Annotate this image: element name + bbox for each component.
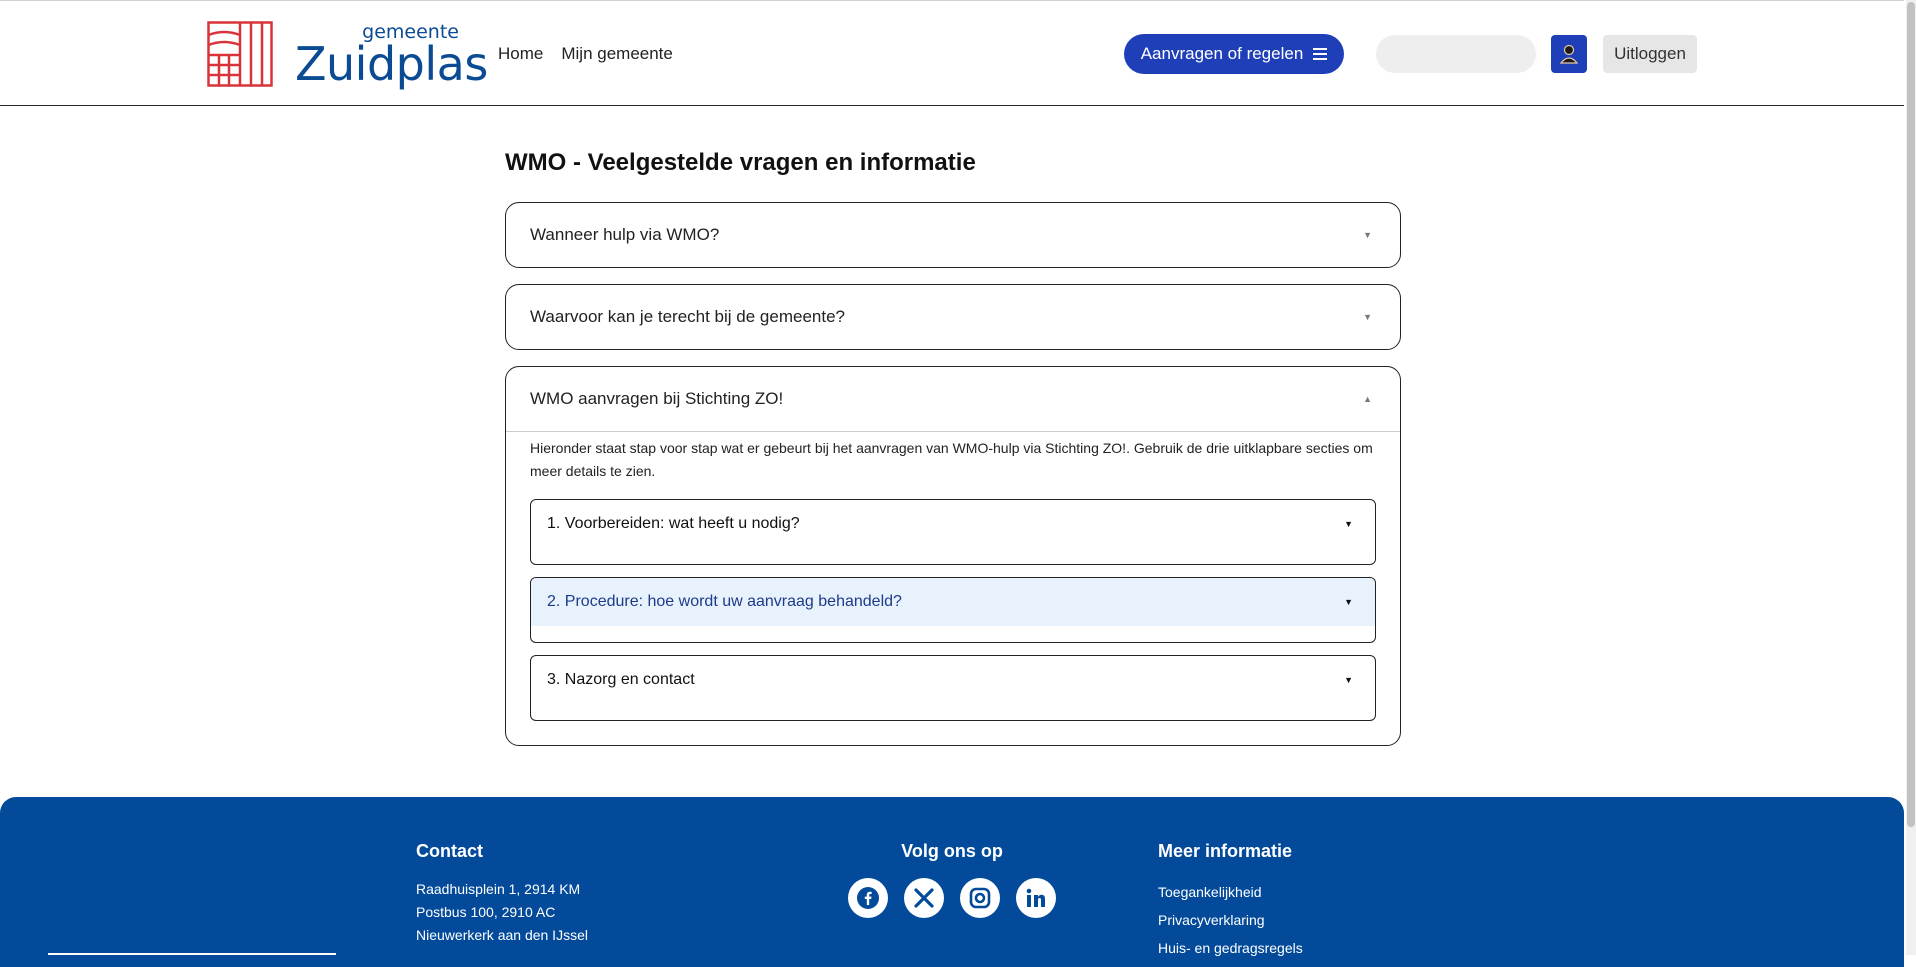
accordion-body xyxy=(506,431,1400,745)
chevron-down-icon: ▼ xyxy=(1344,675,1353,685)
accordion-label: Waarvoor kan je terecht bij de gemeente? xyxy=(530,307,845,326)
accordion-intro-text: Hieronder staat stap voor stap wat er gebeurt bij het aanvragen van WMO-hulp via Stichting ZO!. Gebruik de drie uitklapbare secties om meer details te zien. xyxy=(530,440,1373,479)
aanvragen-menu-button[interactable] xyxy=(1124,34,1344,74)
chevron-down-icon: ▼ xyxy=(1344,519,1353,529)
instagram-icon[interactable] xyxy=(960,878,1000,918)
footer-more-title: Meer informatie xyxy=(1158,841,1293,861)
aanvragen-menu-label: Aanvragen of regelen xyxy=(1140,44,1304,63)
accordion-wmo-aanvragen xyxy=(505,366,1401,746)
footer-contact-line: Raadhuisplein 1, 2914 KM xyxy=(416,881,581,897)
user-profile-button[interactable] xyxy=(1551,35,1587,73)
footer-contact-line: Nieuwerkerk aan den IJssel xyxy=(416,927,588,943)
site-header xyxy=(0,0,1904,106)
accordion-wanneer-hulp xyxy=(505,202,1401,268)
footer-link-huisregels[interactable]: Huis- en gedragsregels xyxy=(1158,940,1303,956)
chevron-down-icon: ▼ xyxy=(1363,230,1372,240)
accordion-header[interactable] xyxy=(506,203,1400,267)
user-icon xyxy=(1560,44,1578,64)
chevron-down-icon: ▼ xyxy=(1363,312,1372,322)
footer-social xyxy=(848,841,1056,918)
footer-contact-title: Contact xyxy=(416,841,483,861)
accordion-label: Wanneer hulp via WMO? xyxy=(530,225,720,244)
subsection-nazorg xyxy=(530,655,1376,721)
social-icons xyxy=(848,878,1056,918)
subsection-voorbereiden xyxy=(530,499,1376,565)
logo-small-text: gemeente xyxy=(362,21,459,43)
page-title: WMO - Veelgestelde vragen en informatie xyxy=(505,149,976,176)
footer-link-privacyverklaring[interactable]: Privacyverklaring xyxy=(1158,912,1265,928)
logo-text xyxy=(295,21,488,91)
logo-big-text: Zuidplas xyxy=(295,37,488,91)
linkedin-icon[interactable] xyxy=(1016,878,1056,918)
footer-contact xyxy=(416,841,588,947)
accordion-waarvoor xyxy=(505,284,1401,350)
zuidplas-logo-mark-icon xyxy=(207,21,273,87)
accordion-header[interactable] xyxy=(506,285,1400,349)
scrollbar-thumb[interactable] xyxy=(1907,2,1915,827)
facebook-icon[interactable] xyxy=(848,878,888,918)
footer-social-title: Volg ons op xyxy=(901,841,1003,861)
site-footer xyxy=(0,797,1904,967)
hamburger-menu-icon xyxy=(1313,48,1327,60)
chevron-down-icon: ▼ xyxy=(1344,597,1353,607)
x-icon[interactable] xyxy=(904,878,944,918)
footer-contact-line: Postbus 100, 2910 AC xyxy=(416,904,556,920)
subsection-header[interactable] xyxy=(531,500,1375,548)
footer-link-toegankelijkheid[interactable]: Toegankelijkheid xyxy=(1158,884,1262,900)
search-field[interactable] xyxy=(1376,35,1536,73)
chevron-up-icon: ▲ xyxy=(1363,394,1372,404)
subsection-label: 1. Voorbereiden: wat heeft u nodig? xyxy=(547,515,800,532)
subsection-procedure xyxy=(530,577,1376,643)
main-nav xyxy=(498,44,673,64)
subsection-label: 2. Procedure: hoe wordt uw aanvraag behandeld? xyxy=(547,593,902,610)
accordion-label: WMO aanvragen bij Stichting ZO! xyxy=(530,389,784,408)
subsection-header[interactable] xyxy=(531,578,1375,626)
nav-link-home[interactable]: Home xyxy=(498,44,544,63)
footer-more-info xyxy=(1158,841,1303,962)
subsection-header[interactable] xyxy=(531,656,1375,704)
logout-button[interactable]: Uitloggen xyxy=(1603,35,1697,73)
subsection-label: 3. Nazorg en contact xyxy=(547,671,695,688)
logo[interactable] xyxy=(207,19,488,91)
accordion-header[interactable] xyxy=(506,367,1400,431)
nav-link-mijn-gemeente[interactable]: Mijn gemeente xyxy=(561,44,673,63)
